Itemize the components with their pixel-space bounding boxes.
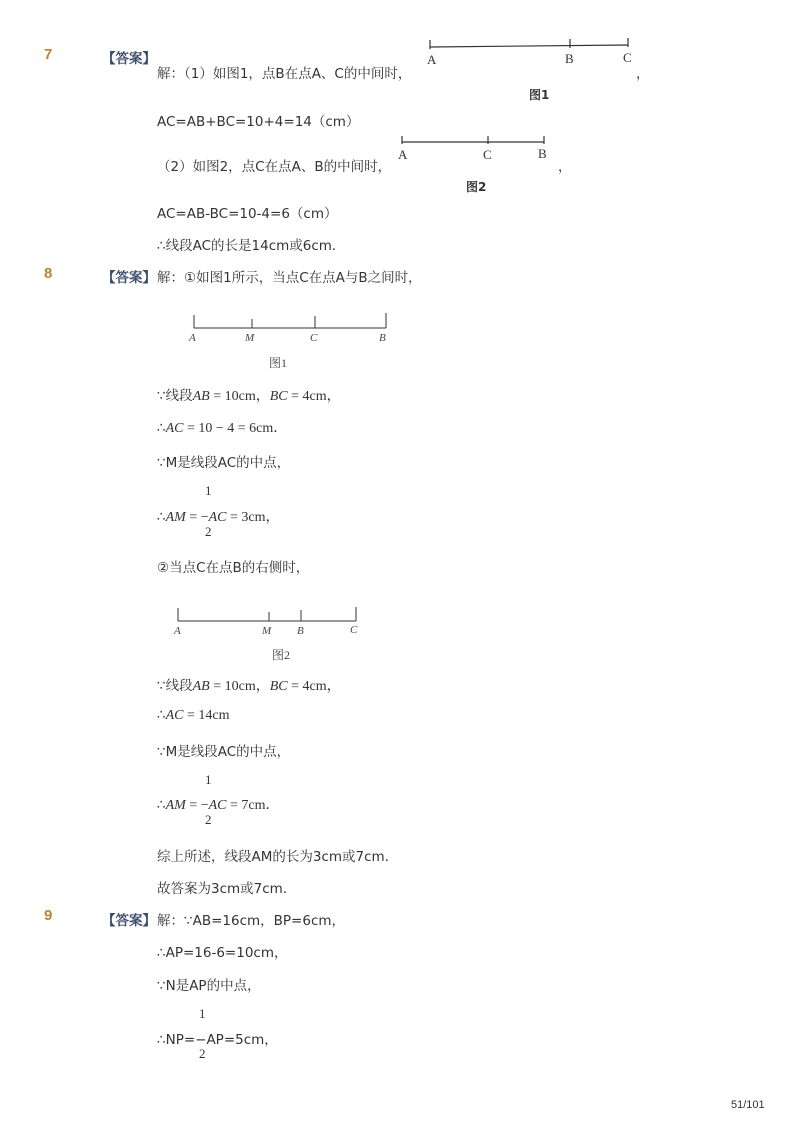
q8-fig2-caption: 图2 [272, 648, 291, 662]
q8-l7-e: = 4cm， [287, 679, 341, 694]
q8-l7-d: BC [269, 679, 288, 694]
q8-l7-c: = 10cm， [209, 679, 270, 694]
q7-fig1-point-c: C [623, 50, 632, 65]
question-number-8: 8 [44, 265, 53, 282]
q8-l10-b: AM [165, 798, 186, 813]
q8-l10-e: = 7cm． [226, 798, 280, 813]
page-number: 51/101 [731, 1099, 765, 1111]
q8-l2-c: = 10cm， [209, 389, 270, 404]
question-number-9: 9 [44, 907, 53, 924]
q8-l5-e: = 3cm， [226, 510, 280, 525]
q8-l5-d: AC [208, 510, 227, 525]
q7-fig2-caption: 图2 [466, 180, 487, 194]
q7-fig1-point-b: B [565, 51, 574, 66]
q8-l10-c: = − [185, 798, 209, 813]
q8-l3-b: AC [165, 421, 184, 436]
q7-line-3: （2）如图2，点C在点A、B的中间时， [157, 159, 392, 175]
q8-fig2-point-m: M [262, 625, 272, 637]
q7-line-3-trailer: ， [558, 159, 572, 175]
q8-l3-c: = 10 − 4 = 6cm． [183, 421, 288, 436]
q7-line-5: ∴线段AC的长是14cm或6cm． [157, 238, 346, 254]
q8-line-4: ∵M是线段AC的中点， [157, 455, 291, 471]
answer-tag-8: 【答案】 [102, 270, 156, 286]
q7-fig1-point-a: A [427, 52, 437, 67]
q7-line-2: AC=AB+BC=10+4=14（cm） [157, 114, 360, 130]
q8-l10-a: ∴ [157, 797, 166, 813]
q8-l3-a: ∴ [157, 420, 166, 436]
q8-fig1-point-b: B [379, 332, 386, 344]
q8-line-1: 解：①如图1所示，当点C在点A与B之间时， [157, 270, 422, 286]
q7-line-1: 解：（1）如图1，点B在点A、C的中间时， [157, 66, 412, 82]
q8-fig2-point-c: C [350, 624, 358, 636]
q8-l5-b: AM [165, 510, 186, 525]
q8-line-6: ②当点C在点B的右侧时， [157, 560, 310, 576]
q8-fig2-point-a: A [174, 625, 181, 637]
q8-l8-c: = 14cm [183, 708, 230, 723]
q7-fig1-caption: 图1 [529, 88, 550, 102]
answer-tag-9: 【答案】 [102, 913, 156, 929]
q9-line-1: 解：∵AB=16cm，BP=6cm， [157, 913, 346, 929]
q8-figure-2 [170, 603, 366, 639]
q8-frac2-numerator: 1 [205, 772, 212, 787]
q8-line-9: ∵M是线段AC的中点， [157, 744, 291, 760]
q8-fig1-point-c: C [310, 332, 318, 344]
q8-figure-1 [186, 308, 396, 348]
q8-fig1-caption: 图1 [269, 356, 288, 370]
q9-line-4: ∴NP=−AP=5cm， [157, 1032, 278, 1048]
q8-frac2-denominator: 2 [205, 812, 212, 827]
q8-line-3 [157, 417, 287, 437]
question-number-7: 7 [44, 46, 53, 63]
q8-line-11: 综上所述，线段AM的长为3cm或7cm． [157, 849, 399, 865]
q8-fig1-point-a: A [189, 332, 196, 344]
q8-line-12: 故答案为3cm或7cm． [157, 881, 297, 897]
q8-l8-b: AC [165, 708, 184, 723]
q8-line-8 [157, 707, 229, 724]
q8-fig2-point-b: B [297, 625, 304, 637]
q8-line-2 [157, 384, 341, 405]
q8-l2-d: BC [269, 389, 288, 404]
q8-frac1-denominator: 2 [205, 524, 212, 539]
q8-l5-c: = − [185, 510, 209, 525]
q8-frac1-numerator: 1 [205, 483, 212, 498]
q7-fig2-point-a: A [398, 147, 408, 162]
answer-tag-7: 【答案】 [102, 51, 156, 67]
q7-line-4: AC=AB-BC=10-4=6（cm） [157, 206, 338, 222]
q8-line-5 [157, 506, 280, 526]
q8-l5-a: ∴ [157, 509, 166, 525]
q7-fig2-point-c: C [483, 147, 492, 162]
q7-figure-1 [424, 22, 634, 70]
q7-line-1-trailer: ， [636, 66, 650, 82]
q8-l2-a: ∵线段 [157, 388, 193, 404]
q9-frac-denominator: 2 [199, 1046, 206, 1061]
q8-line-10 [157, 794, 280, 814]
q8-line-7 [157, 674, 341, 695]
q8-l10-d: AC [208, 798, 227, 813]
q8-l7-b: AB [192, 679, 210, 694]
q9-line-3: ∵N是AP的中点， [157, 978, 261, 994]
q7-fig2-point-b: B [538, 146, 547, 161]
q8-l2-b: AB [192, 389, 210, 404]
q7-figure-2 [396, 130, 552, 166]
q8-l8-a: ∴ [157, 707, 166, 723]
q9-frac-numerator: 1 [199, 1006, 206, 1021]
q8-l7-a: ∵线段 [157, 678, 193, 694]
q8-l2-e: = 4cm， [287, 389, 341, 404]
q9-line-2: ∴AP=16-6=10cm， [157, 945, 288, 961]
q8-fig1-point-m: M [245, 332, 255, 344]
